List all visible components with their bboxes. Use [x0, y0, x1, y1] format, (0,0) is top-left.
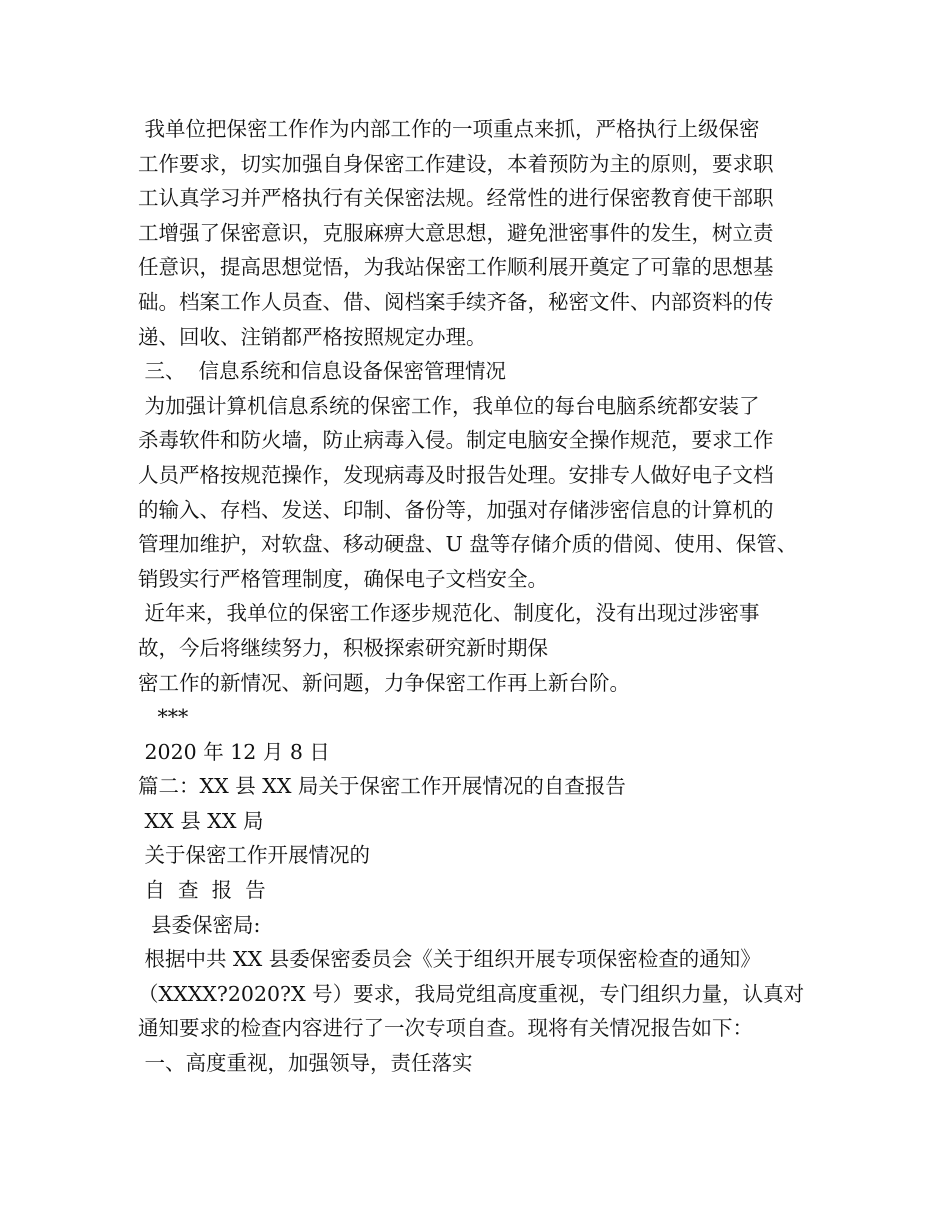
addressee-line: 县委保密局: [138, 912, 261, 937]
text-line: 工作要求，切实加强自身保密工作建设，本着预防为主的原则，要求职 [138, 151, 774, 176]
section-heading: 一、高度重视，加强领导，责任落实 [138, 1051, 473, 1076]
text-line: 工增强了保密意识，克服麻痹大意思想，避免泄密事件的发生，树立责 [138, 220, 774, 245]
text-line: 我单位把保密工作作为内部工作的一项重点来抓，严格执行上级保密 [138, 117, 760, 141]
text-line: 递、回收、注销都严格按照规定办理。 [138, 324, 487, 349]
date-line: 2020 年 12 月 8 日 [138, 739, 330, 764]
issuer-line: XX 县 XX 局 [138, 808, 264, 833]
text-line: 础。档案工作人员查、借、阅档案手续齐备，秘密文件、内部资料的传 [138, 289, 774, 314]
text-line: 故，今后将继续努力，积极探索研究新时期保 [138, 635, 548, 660]
text-line: 管理加维护，对软盘、移动硬盘、U 盘等存储介质的借阅、使用、保管、 [138, 532, 798, 557]
text-line: 杀毒软件和防火墙，防止病毒入侵。制定电脑安全操作规范，要求工作 [138, 428, 774, 453]
text-line: 通知要求的检查内容进行了一次专项自查。现将有关情况报告如下： [138, 1016, 753, 1041]
text-line: 任意识，提高思想觉悟，为我站保密工作顺利展开奠定了可靠的思想基 [138, 255, 774, 280]
text-line: 为加强计算机信息系统的保密工作，我单位的每台电脑系统都安装了 [138, 393, 760, 418]
text-line: 密工作的新情况、新问题，力争保密工作再上新台阶。 [138, 670, 630, 695]
article-title: 篇二：XX 县 XX 局关于保密工作开展情况的自查报告 [138, 774, 626, 799]
separator-mark: *** [138, 705, 189, 730]
report-title-line: 自 查 报 告 [138, 878, 266, 903]
text-line: （XXXX?2020?X 号）要求，我局党组高度重视，专门组织力量，认真对 [138, 981, 805, 1006]
text-line: 工认真学习并严格执行有关保密法规。经常性的进行保密教育使干部职 [138, 186, 774, 211]
text-line: 人员严格按规范操作，发现病毒及时报告处理。安排专人做好电子文档 [138, 462, 774, 487]
document-body [138, 112, 838, 1081]
section-heading: 三、 信息系统和信息设备保密管理情况 [138, 359, 507, 384]
text-line: 根据中共 XX 县委保密委员会《关于组织开展专项保密检查的通知》 [138, 947, 761, 972]
text-line: 近年来，我单位的保密工作逐步规范化、制度化，没有出现过涉密事 [138, 601, 760, 626]
text-line: 销毁实行严格管理制度，确保电子文档安全。 [138, 566, 548, 591]
report-title-line: 关于保密工作开展情况的 [138, 843, 371, 868]
text-line: 的输入、存档、发送、印制、备份等，加强对存储涉密信息的计算机的 [138, 497, 774, 522]
